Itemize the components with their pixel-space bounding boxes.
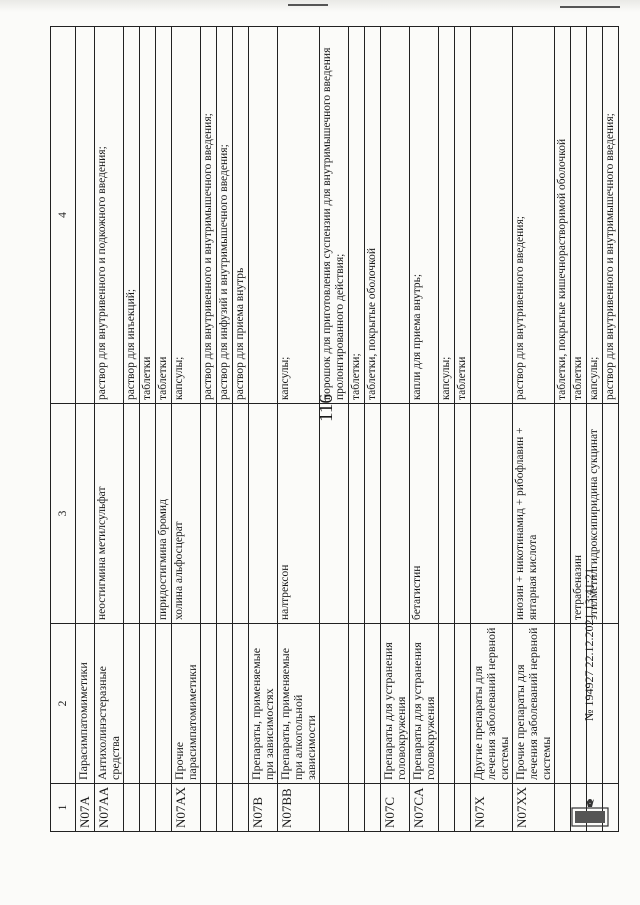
row-group-name [201, 624, 217, 784]
row-dosage-form [471, 27, 513, 404]
row-drug-name [381, 404, 410, 624]
table-row [603, 27, 619, 832]
row-drug-name [124, 404, 140, 624]
row-drug-name [140, 404, 156, 624]
table-row [513, 27, 555, 832]
row-dosage-form: раствор для внутривенного и подкожного введения; [95, 27, 124, 404]
table-row [201, 27, 217, 832]
row-drug-name [603, 404, 619, 624]
row-group-name: Другие препараты для лечения заболеваний нервной системы [471, 624, 513, 784]
row-dosage-form: таблетки; [349, 27, 365, 404]
row-dosage-form: капсулы; [172, 27, 201, 404]
row-dosage-form: раствор для инъекций; [124, 27, 140, 404]
row-group-name [320, 624, 349, 784]
row-drug-name: тетрабеназин [571, 404, 587, 624]
row-dosage-form: раствор для инфузий и внутримышечного введения; [217, 27, 233, 404]
table-row [410, 27, 439, 832]
row-dosage-form: таблетки [455, 27, 471, 404]
row-drug-name [471, 404, 513, 624]
row-code [455, 784, 471, 832]
row-code: N07BB [278, 784, 320, 832]
row-dosage-form: раствор для внутривенного и внутримышечного введения; [201, 27, 217, 404]
row-dosage-form: порошок для приготовления суспензии для внутримышечного введения пролонгированного действия; [320, 27, 349, 404]
row-group-name: Препараты для устранения головокружения [381, 624, 410, 784]
row-drug-name [439, 404, 455, 624]
row-code: N07AA [95, 784, 124, 832]
row-group-name [140, 624, 156, 784]
row-drug-name: холина альфосцерат [172, 404, 201, 624]
row-code [233, 784, 249, 832]
row-code [555, 784, 571, 832]
row-group-name [124, 624, 140, 784]
row-drug-name: пиридостигмина бромид [156, 404, 172, 624]
document-footer: № 194927 22.12.2021 13:41:21 [582, 567, 596, 721]
row-drug-name [233, 404, 249, 624]
row-group-name [365, 624, 381, 784]
row-group-name [555, 624, 571, 784]
table-row [172, 27, 201, 832]
table-row [320, 27, 349, 832]
row-drug-name [76, 404, 95, 624]
row-drug-name: бетагистин [410, 404, 439, 624]
row-group-name: Прочие препараты для лечения заболеваний нервной системы [513, 624, 555, 784]
row-group-name: Антихолинэстеразные средства [95, 624, 124, 784]
row-group-name [455, 624, 471, 784]
row-group-name [439, 624, 455, 784]
row-code [201, 784, 217, 832]
row-group-name: Препараты для устранения головокружения [410, 624, 439, 784]
table-row [471, 27, 513, 832]
row-drug-name [555, 404, 571, 624]
row-dosage-form: таблетки, покрытые оболочкой [365, 27, 381, 404]
row-dosage-form: раствор для внутривенного введения; [513, 27, 555, 404]
row-drug-name: инозин + никотинамид + рибофлавин + янтарная кислота [513, 404, 555, 624]
row-group-name [603, 624, 619, 784]
drug-table [50, 26, 619, 832]
table-row [365, 27, 381, 832]
row-dosage-form [249, 27, 278, 404]
row-code: N07B [249, 784, 278, 832]
table-row [381, 27, 410, 832]
row-dosage-form [76, 27, 95, 404]
row-drug-name [455, 404, 471, 624]
row-code [439, 784, 455, 832]
table-row [95, 27, 124, 832]
row-dosage-form: капсулы; [587, 27, 603, 404]
row-drug-name [349, 404, 365, 624]
row-dosage-form: капли для приема внутрь; [410, 27, 439, 404]
table-row [278, 27, 320, 832]
row-code: N07C [381, 784, 410, 832]
row-dosage-form [381, 27, 410, 404]
table-row [555, 27, 571, 832]
table-row [249, 27, 278, 832]
row-drug-name [365, 404, 381, 624]
scan-mark [560, 6, 620, 8]
row-group-name: Препараты, применяемые при зависимостях [249, 624, 278, 784]
header-col-1: 1 [51, 784, 76, 832]
row-dosage-form: раствор для внутривенного и внутримышечного введения; [603, 27, 619, 404]
table-header-row [51, 27, 76, 832]
table-row [76, 27, 95, 832]
row-group-name: Препараты, применяемые при алкогольной зависимости [278, 624, 320, 784]
row-code [217, 784, 233, 832]
row-group-name [217, 624, 233, 784]
table-row [124, 27, 140, 832]
row-drug-name [320, 404, 349, 624]
row-drug-name [217, 404, 233, 624]
row-dosage-form: капсулы; [278, 27, 320, 404]
row-group-name [156, 624, 172, 784]
header-col-3: 3 [51, 404, 76, 624]
row-drug-name: этилметилгидроксипиридина сукцинат [587, 404, 603, 624]
row-code [365, 784, 381, 832]
row-drug-name [249, 404, 278, 624]
row-code [320, 784, 349, 832]
scan-mark [288, 4, 328, 6]
table-row [455, 27, 471, 832]
row-group-name: Прочие парасимпатомиметики [172, 624, 201, 784]
row-drug-name [201, 404, 217, 624]
table-body [76, 27, 619, 832]
row-dosage-form: таблетки, покрытые кишечнорастворимой оболочкой [555, 27, 571, 404]
row-code [124, 784, 140, 832]
table-row [156, 27, 172, 832]
row-code [349, 784, 365, 832]
table-row [217, 27, 233, 832]
row-group-name [349, 624, 365, 784]
row-dosage-form: капсулы; [439, 27, 455, 404]
row-group-name [233, 624, 249, 784]
row-code: N07AX [172, 784, 201, 832]
table-row [439, 27, 455, 832]
table-row [349, 27, 365, 832]
row-group-name: Парасимпатомиметики [76, 624, 95, 784]
row-dosage-form: таблетки [140, 27, 156, 404]
row-drug-name: налтрексон [278, 404, 320, 624]
row-drug-name: неостигмина метилсульфат [95, 404, 124, 624]
row-dosage-form: таблетки [571, 27, 587, 404]
row-code: N07A [76, 784, 95, 832]
row-dosage-form: раствор для приема внутрь [233, 27, 249, 404]
row-code [156, 784, 172, 832]
coat-of-arms-stamp [570, 796, 610, 830]
row-dosage-form: таблетки [156, 27, 172, 404]
table-row [233, 27, 249, 832]
header-col-2: 2 [51, 624, 76, 784]
row-code: N07XX [513, 784, 555, 832]
row-code: N07CA [410, 784, 439, 832]
header-col-4: 4 [51, 27, 76, 404]
scan-top-edge [0, 0, 640, 12]
page-number: 116 [316, 394, 337, 422]
row-code [140, 784, 156, 832]
table-row [140, 27, 156, 832]
row-code: N07X [471, 784, 513, 832]
